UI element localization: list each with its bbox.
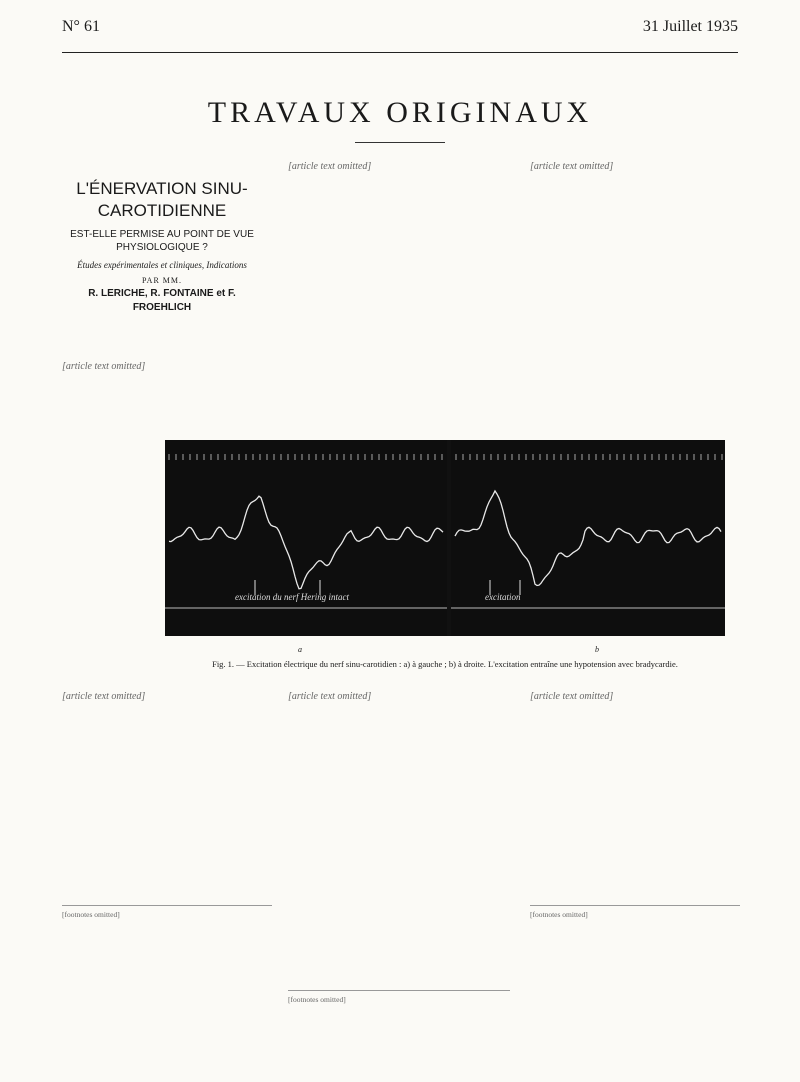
page-header [62,18,738,48]
column-right-bottom [530,690,740,710]
figure-label-b: b [595,645,599,654]
footnotes-left [62,905,272,920]
trace-b-note: excitation [485,592,521,602]
panel-b [451,440,725,636]
column-right-top [530,160,740,180]
column-middle-top [288,160,510,180]
figure-tracings [165,440,725,636]
article-heading [62,178,262,315]
figure-caption: Fig. 1. — Excitation électrique du nerf sinu-carotidien : a) à gauche ; b) à droite. L'excitation entraîne une hypotension avec bradycardie. [212,659,678,669]
footnotes-placeholder: [footnotes omitted] [530,910,588,919]
trace-a-note: excitation du nerf Hering intact [235,592,349,602]
column-middle-bottom [288,690,510,710]
column-left-bottom [62,690,282,710]
footnotes-middle [288,990,510,1005]
article-kind: Études expérimentales et cliniques, Indications [77,260,247,270]
text-placeholder: [article text omitted] [62,361,146,372]
column-left-top [62,360,262,380]
article-authors: R. LERICHE, R. FONTAINE et F. FROEHLICH [88,288,236,313]
figure-label-a: a [298,645,302,654]
section-title: TRAVAUX ORIGINAUX [207,96,593,129]
text-placeholder: [article text omitted] [530,691,614,702]
issue-number: N° 61 [62,18,100,35]
section-rule [355,142,445,143]
text-placeholder: [article text omitted] [62,691,146,702]
header-rule [62,52,738,53]
article-par: PAR MM. [141,276,183,285]
footnotes-placeholder: [footnotes omitted] [62,910,120,919]
issue-date: 31 Juillet 1935 [642,18,738,35]
article-title: L'ÉNERVATION SINU-CAROTIDIENNE [76,179,248,220]
text-placeholder: [article text omitted] [530,161,614,172]
tracing-svg [165,440,725,636]
text-placeholder: [article text omitted] [288,161,372,172]
text-placeholder: [article text omitted] [288,691,372,702]
footnotes-right [530,905,740,920]
panel-a [165,440,447,636]
footnotes-placeholder: [footnotes omitted] [288,995,346,1004]
article-subtitle: EST-ELLE PERMISE AU POINT DE VUE PHYSIOLOGIQUE ? [70,229,254,253]
